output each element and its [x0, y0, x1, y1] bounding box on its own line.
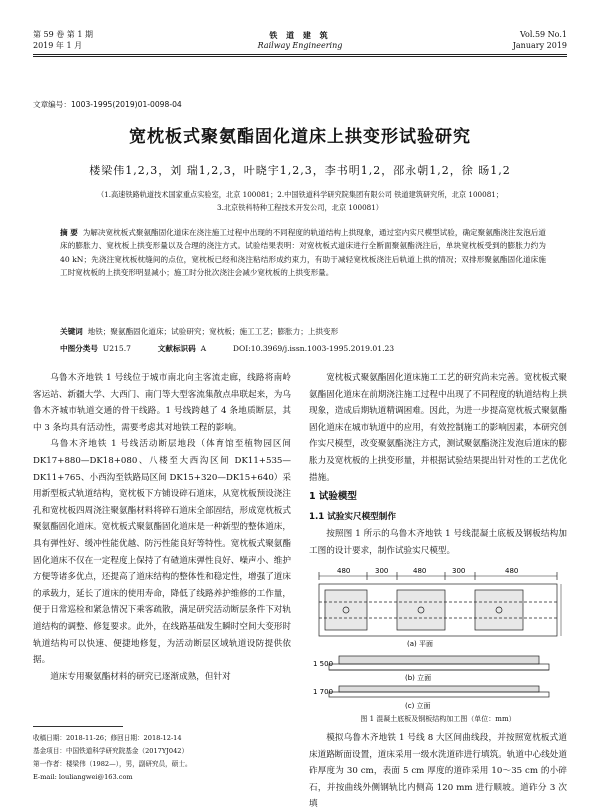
- body-paragraph: 乌鲁木齐地铁 1 号线活动断层地段（体育馆至植物园区间 DK17+880—DK18+080、八楼至大西沟区间 DK11+535—DK11+765、小西沟至铁路局区间 DK15+320—DK15+640）采用新型板式轨道结构，宽枕板下方铺设碎石道床，从宽枕板预设浇注孔和宽枕板四周浇注聚氨酯材料将碎石道床全部固结，形成宽枕板式聚氨酯固化道床。宽枕板式聚氨酯固化道床是一种新型的整体道床，具有弹性好、缓冲性能优越、防污性能良好等特性。宽枕板式聚氨酯固化道床不仅在一定程度上保持了有碴道床弹性良好、噪声小、维护方便等诸多优点，还提高了道床结构的整体性和稳定性，增强了道床的承载力，延长了道床的使用寿命，降低了线路养护维修的工作量，便于日常巡检和紧急情况下乘客疏散，满足研究活动断层条件下对轨道结构的调整、修复要求。此外，在线路基础发生瞬时空间大变形时轨道结构可以快速、便捷地修复，为活动断层区域轨道设防提供依据。: [33, 439, 291, 666]
- header-rule-thin: [33, 56, 567, 57]
- elevation-view-b: [329, 656, 549, 670]
- body-paragraph: 模拟乌鲁木齐地铁 1 号线 8 大区间曲线段，并按照宽枕板式道床道路断面设置，道床采用一级水洗道砟进行填筑。轨道中心线处道砟厚度为 30 cm，表面 5 cm 厚度的道砟采用 10～35 cm 的小碎石，并按曲线外侧钢轨比内侧高 120 mm 进行顺坡。道砟分 3 次填: [309, 733, 567, 810]
- keywords-text: 地铁；聚氨酯固化道床；试验研究；宽枕板；施工工艺；膨胀力；上拱变形: [87, 327, 339, 336]
- dimension-label: 480: [413, 567, 427, 575]
- body-paragraph: 乌鲁木齐地铁 1 号线位于城市南北向主客流走廊，线路将南岭客运站、新疆大学、大西门、南门等大型客流集散点串联起来，为乌鲁木齐城市轨道交通的骨干线路。1 号线跨越了 4 条地质断层，其中 3 条均具有活动性，需要考虑其对地铁工程的影响。: [33, 373, 291, 433]
- plan-view: [319, 572, 561, 636]
- elevation-view-c: [329, 686, 549, 697]
- figure-sub-label: (b) 立面: [405, 674, 432, 682]
- abstract: [60, 226, 546, 280]
- dimension-label: 300: [452, 567, 466, 575]
- abstract-label: 摘 要: [60, 228, 78, 237]
- classification: [60, 342, 546, 355]
- body-paragraph: 按照图 1 所示的乌鲁木齐地铁 1 号线混凝土底板及钢板结构加工图的设计要求，制作试验实尺模型。: [309, 529, 567, 556]
- figure-caption: 图 1 混凝土底板及钢板结构加工图（单位：mm）: [360, 715, 516, 723]
- doc-code-label: 文献标识码: [157, 344, 196, 353]
- figure-sub-label: (a) 平面: [407, 640, 433, 648]
- dimension-label: 1 700: [313, 688, 334, 696]
- left-column: [33, 370, 291, 720]
- footnotes: [33, 732, 291, 784]
- paper-title: 宽枕板式聚氨酯固化道床上拱变形试验研究: [129, 127, 471, 147]
- abstract-text: 为解决宽枕板式聚氨酯固化道床在浇注施工过程中出现的不同程度的轨道结构上拱现象，通过室内实尺模型试验，确定聚氨酯浇注发泡后道床的膨胀力、宽枕板上拱变形量以及合理的浇注方式。试验结果表明：对宽枕板式道床进行全断面聚氨酯浇注后，单块宽枕板受到的膨胀力约为 40 kN；先浇注宽枕板枕缝间的点位，宽枕板已经和浇注粘结形成约束力，有助于减轻宽枕板浇注后轨道上拱的情况；双排形聚氨酯固化道床施工时宽枕板的上拱变形明显减小；施工时分批次浇注会减少宽枕板的上拱变形量。: [60, 228, 546, 278]
- body-paragraph: 道床专用聚氨酯材料的研究已逐渐成熟，但针对: [50, 671, 231, 682]
- affiliation-line: （1.高速铁路轨道技术国家重点实验室，北京 100081；2.中国铁道科学研究院集团有限公司 铁道建筑研究所，北京 100081；: [96, 190, 504, 199]
- footnote-email: E-mail: louliangwei@163.com: [33, 773, 133, 781]
- right-column-intro: [309, 370, 567, 486]
- header-rule: [33, 54, 567, 55]
- clc-label: 中图分类号: [60, 344, 98, 353]
- right-column-continued: [309, 730, 567, 810]
- dimension-label: 480: [337, 567, 351, 575]
- clc-value: U215.7: [102, 344, 131, 353]
- doc-code-value: A: [200, 344, 207, 353]
- section-heading: 1 试验模型: [309, 491, 357, 502]
- header-journal-cn: 铁 道 建 筑: [269, 30, 331, 40]
- structure-drawing: [309, 562, 567, 712]
- footnote-rule: [33, 726, 123, 727]
- footnote-funding: 基金项目：中国铁道科学研究院基金（2017YJ042）: [33, 747, 189, 755]
- dimension-label: 300: [375, 567, 389, 575]
- header-date: 2019 年 1 月: [33, 41, 83, 50]
- article-number: 文章编号：1003-1995(2019)01-0098-04: [33, 100, 182, 109]
- doi: DOI:10.3969/j.issn.1003-1995.2019.01.23: [232, 344, 395, 353]
- header-date-en: January 2019: [512, 41, 567, 50]
- body-paragraph: 宽枕板式聚氨酯固化道床施工工艺的研究尚未完善。宽枕板式聚氨酯固化道床在前期浇注施工过程中出现了不同程度的轨道结构上拱现象，造成后期轨道精调困难。因此，为进一步提高宽枕板式聚氨酯固化道床在城市轨道中的应用，有效控制施工的影响因素，本研究创作实尺模型，改变聚氨酯浇注方式，测试聚氨酯浇注发泡后道床的膨胀力及宽枕板的上拱变形量，并根据试验结果提出针对性的工艺优化措施。: [309, 373, 567, 483]
- footnote-author: 第一作者：楼梁伟（1982—），男，副研究员，硕士。: [33, 760, 192, 768]
- keywords-label: 关键词: [60, 327, 83, 336]
- header-vol-en: Vol.59 No.1: [520, 30, 567, 39]
- keywords: [60, 325, 546, 338]
- sleeper-plate: [397, 590, 445, 630]
- affiliations: [60, 188, 540, 214]
- dimension-label: 480: [505, 567, 519, 575]
- figure-sub-label: (c) 立面: [405, 702, 431, 710]
- header-volume: 第 59 卷 第 1 期: [33, 30, 93, 39]
- dimension-label: 1 500: [313, 660, 334, 668]
- affiliation-line: 3.北京铁科特种工程技术开发公司，北京 100081）: [217, 203, 383, 212]
- sleeper-plate: [325, 590, 367, 630]
- subsection-text: [309, 526, 567, 559]
- footnote-received: 收稿日期：2018-11-26；修回日期：2018-12-14: [33, 734, 182, 742]
- subsection-heading: 1.1 试验实尺模型制作: [309, 512, 396, 522]
- sleeper-plate: [475, 590, 523, 630]
- author-list: 楼梁伟1,2,3，刘 瑞1,2,3，叶晓宇1,2,3，李书明1,2，邵永朝1,2，徐 旸1,2: [89, 164, 511, 177]
- header-journal-en: Railway Engineering: [257, 41, 343, 50]
